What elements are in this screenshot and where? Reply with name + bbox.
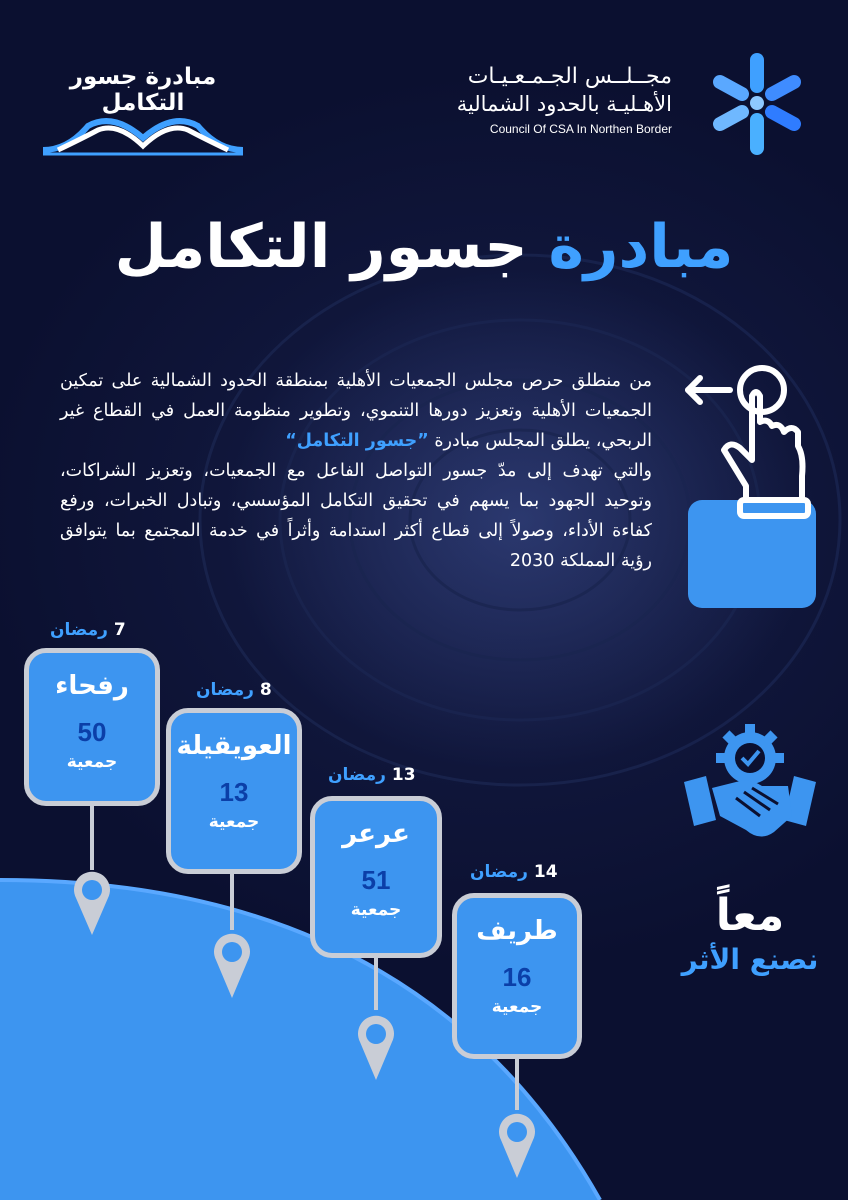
intro-text-1: من منطلق حرص مجلس الجمعيات الأهلية بمنطقة الحدود الشمالية على تمكين الجمعيات الأهلية وتعزيز دورها التنموي، وتطوير منظومة العمل في القطاع غير الربحي، يطلق المجلس مبادرة xyxy=(60,371,652,451)
handshake-gear-icon xyxy=(680,720,820,850)
stop-unit: جمعية xyxy=(208,812,260,832)
stop-city: العويقيلة xyxy=(176,731,292,761)
stop-count: 16 xyxy=(502,962,532,992)
stop-count: 50 xyxy=(77,717,107,747)
stop-month: رمضان xyxy=(50,620,108,640)
stop-date-uwayqilah xyxy=(196,680,272,700)
stop-unit: جمعية xyxy=(350,900,402,920)
stop-month: رمضان xyxy=(196,680,254,700)
stop-count: 51 xyxy=(361,865,391,895)
stop-day: 8 xyxy=(259,680,272,700)
council-name-line1: مجــلــس الجـمـعـيـات xyxy=(467,64,672,89)
stop-count: 13 xyxy=(219,777,249,807)
stop-day: 14 xyxy=(533,862,558,882)
council-name-en: Council Of CSA In Northen Border xyxy=(489,122,672,136)
stop-date-arar xyxy=(328,765,416,785)
stop-date-turaif xyxy=(470,862,558,882)
stop-card-uwayqilah xyxy=(166,708,302,874)
intro-paragraph-2: والتي تهدف إلى مدّ جسور التواصل الفاعل مع الجمعيات، وتعزيز الشراكات، وتوحيد الجهود بما يسهم في تحقيق التكامل المؤسسي، وتبادل الخبرات، ورفع كفاءة الأداء، وصولاً إلى قطاع أكثر استدامة وأثراً في خدمة المجتمع بما يتوافق رؤية المملكة 2030 xyxy=(60,461,652,571)
stop-city: رفحاء xyxy=(55,671,129,701)
initiative-name-highlight: ”جسور التكامل“ xyxy=(285,431,429,451)
stop-month: رمضان xyxy=(470,862,528,882)
slogan xyxy=(655,890,845,976)
title-highlight: مبادرة xyxy=(548,212,734,282)
stop-card-rafha xyxy=(24,648,160,806)
slogan-line2: نصنع الأثر xyxy=(681,943,819,976)
stop-card-turaif xyxy=(452,893,582,1059)
slogan-line1: معاً xyxy=(715,890,785,941)
council-name-line2: الأهـليـة بالحدود الشمالية xyxy=(456,92,672,116)
stop-city: عرعر xyxy=(342,819,410,849)
stop-city: طريف xyxy=(476,916,558,946)
stop-day: 7 xyxy=(113,620,126,640)
stop-date-rafha xyxy=(50,620,126,640)
stop-month: رمضان xyxy=(328,765,386,785)
stop-card-arar xyxy=(310,796,442,958)
stop-unit: جمعية xyxy=(66,752,118,772)
title-main: جسور التكامل xyxy=(114,212,528,282)
initiative-logo-text: مبادرة جسور التكامل xyxy=(69,64,217,116)
stop-unit: جمعية xyxy=(491,997,543,1017)
stop-day: 13 xyxy=(391,765,416,785)
